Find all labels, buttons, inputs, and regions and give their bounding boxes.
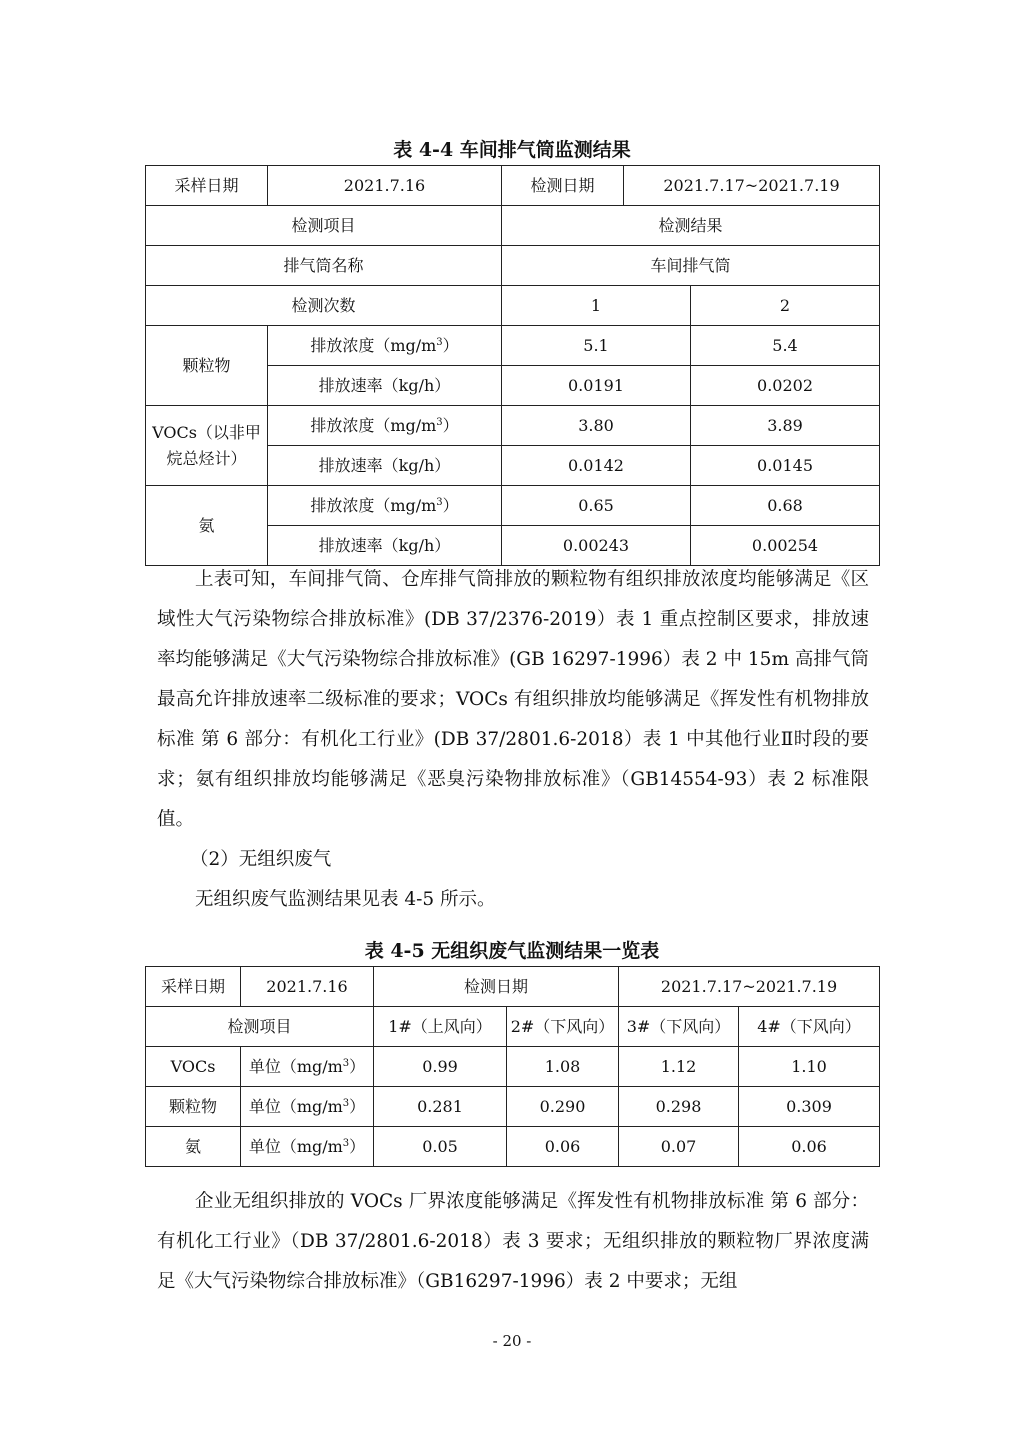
table-cell: 排放速率（kg/h）: [268, 366, 502, 406]
table-cell: [241, 1047, 374, 1087]
cell-label: 排放浓度（mg/m: [310, 415, 437, 435]
table-cell: 5.1: [502, 326, 691, 366]
paragraph-text: 企业无组织排放的 VOCs 厂界浓度能够满足《挥发性有机物排放标准 第 6 部分：有机化工行业》（DB 37/2801.6-2018）表 3 要求；无组织排放的颗粒物厂界浓度满足《大气污染物综合排放标准》（GB16297-1996）表 2 中要求；无组: [157, 1191, 869, 1292]
table-cell: 颗粒物: [146, 1087, 241, 1127]
table-cell: 0.99: [374, 1047, 507, 1087]
superscript: 3: [436, 416, 443, 428]
table-cell: 1#（上风向）: [374, 1007, 507, 1047]
table-4-4-caption: 表 4-4 车间排气筒监测结果: [393, 139, 631, 161]
table-cell: 车间排气筒: [502, 246, 880, 286]
table-cell: 2021.7.17~2021.7.19: [624, 166, 880, 206]
table-cell: [268, 486, 502, 526]
table-row: [146, 406, 880, 446]
cell-label: 排放浓度（mg/m: [310, 335, 437, 355]
table-cell: 2021.7.17~2021.7.19: [619, 967, 880, 1007]
table-cell: 检测项目: [146, 206, 502, 246]
table-cell: 检测日期: [502, 166, 624, 206]
table-cell: 检测次数: [146, 286, 502, 326]
table-cell: 排放速率（kg/h）: [268, 526, 502, 566]
paragraph-text: 上表可知，车间排气筒、仓库排气筒排放的颗粒物有组织排放浓度均能够满足《区域性大气污染物综合排放标准》(DB 37/2376-2019）表 1 重点控制区要求，排放速率均能够满足《大气污染物综合排放标准》(GB 16297-1996）表 2 中 15m 高排气筒最高允许排放速率二级标准的要求；VOCs 有组织排放均能够满足《挥发性有机物排放标准 第 6 部分：有机化工行业》(DB 37/2801.6-2018）表 1 中其他行业Ⅱ时段的要求；氨有组织排放均能够满足《恶臭污染物排放标准》（GB14554-93）表 2 标准限值。: [157, 569, 869, 830]
table-row: [146, 1047, 880, 1087]
cell-label-tail: ）: [349, 1056, 366, 1076]
table-cell: 5.4: [691, 326, 880, 366]
table-cell: 0.06: [507, 1127, 619, 1167]
table-cell: 检测结果: [502, 206, 880, 246]
table-row: [146, 1127, 880, 1167]
table-cell: 0.07: [619, 1127, 739, 1167]
cell-label-tail: ）: [349, 1096, 366, 1116]
table-cell: 0.290: [507, 1087, 619, 1127]
table-cell: 2#（下风向）: [507, 1007, 619, 1047]
table-row: [146, 967, 880, 1007]
table-cell: [268, 406, 502, 446]
table-cell: 0.65: [502, 486, 691, 526]
cell-label: 单位（mg/m: [248, 1096, 343, 1116]
section-heading: （2）无组织废气: [190, 849, 332, 870]
superscript: 3: [436, 336, 443, 348]
table-4-5: [145, 966, 880, 1167]
cell-label: 排放浓度（mg/m: [310, 495, 437, 515]
table-cell: 检测日期: [374, 967, 619, 1007]
table-cell: 1: [502, 286, 691, 326]
table-cell: 0.309: [739, 1087, 880, 1127]
cell-label-tail: ）: [442, 495, 459, 515]
table-cell: 0.0191: [502, 366, 691, 406]
table-row: [146, 486, 880, 526]
superscript: 3: [342, 1137, 350, 1149]
cell-label-tail: ）: [349, 1136, 366, 1156]
table-cell: 0.281: [374, 1087, 507, 1127]
table-row: [146, 206, 880, 246]
cell-label-tail: ）: [442, 415, 459, 435]
table-cell: 排放速率（kg/h）: [268, 446, 502, 486]
body-paragraph: [157, 560, 869, 840]
table-cell: VOCs: [146, 1047, 241, 1087]
table-cell: 氨: [146, 486, 268, 566]
table-cell: [241, 1127, 374, 1167]
table-cell: 颗粒物: [146, 326, 268, 406]
table-row: [146, 166, 880, 206]
table-cell: 3.89: [691, 406, 880, 446]
table-cell: 1.10: [739, 1047, 880, 1087]
table-row: [146, 1087, 880, 1127]
body-paragraph: [157, 1182, 869, 1302]
table-cell: 0.0202: [691, 366, 880, 406]
table-cell: 0.05: [374, 1127, 507, 1167]
table-cell: 3.80: [502, 406, 691, 446]
table-cell: 0.00254: [691, 526, 880, 566]
superscript: 3: [342, 1097, 350, 1109]
table-cell: 1.12: [619, 1047, 739, 1087]
table-cell: 检测项目: [146, 1007, 374, 1047]
table-cell: 2021.7.16: [241, 967, 374, 1007]
table-4-4: [145, 165, 880, 566]
table-cell: [268, 326, 502, 366]
body-paragraph: 无组织废气监测结果见表 4-5 所示。: [195, 889, 496, 910]
table-cell: 0.298: [619, 1087, 739, 1127]
table-cell: 0.00243: [502, 526, 691, 566]
table-cell: 4#（下风向）: [739, 1007, 880, 1047]
cell-label: 单位（mg/m: [248, 1056, 343, 1076]
cell-label-tail: ）: [442, 335, 459, 355]
table-cell: 0.68: [691, 486, 880, 526]
table-cell: 0.0142: [502, 446, 691, 486]
table-cell: 3#（下风向）: [619, 1007, 739, 1047]
table-cell: 采样日期: [146, 166, 268, 206]
table-cell: 1.08: [507, 1047, 619, 1087]
superscript: 3: [342, 1057, 350, 1069]
table-row: [146, 246, 880, 286]
page-number: - 20 -: [492, 1332, 532, 1350]
table-row: [146, 326, 880, 366]
table-cell: 采样日期: [146, 967, 241, 1007]
cell-label: 单位（mg/m: [248, 1136, 343, 1156]
table-cell: VOCs（以非甲烷总烃计）: [146, 406, 268, 486]
table-4-5-caption: 表 4-5 无组织废气监测结果一览表: [364, 940, 660, 962]
table-cell: 氨: [146, 1127, 241, 1167]
table-cell: 2: [691, 286, 880, 326]
table-row: [146, 1007, 880, 1047]
table-cell: [241, 1087, 374, 1127]
table-cell: 0.0145: [691, 446, 880, 486]
table-cell: 2021.7.16: [268, 166, 502, 206]
table-row: [146, 286, 880, 326]
superscript: 3: [436, 496, 443, 508]
table-cell: 0.06: [739, 1127, 880, 1167]
table-cell: 排气筒名称: [146, 246, 502, 286]
